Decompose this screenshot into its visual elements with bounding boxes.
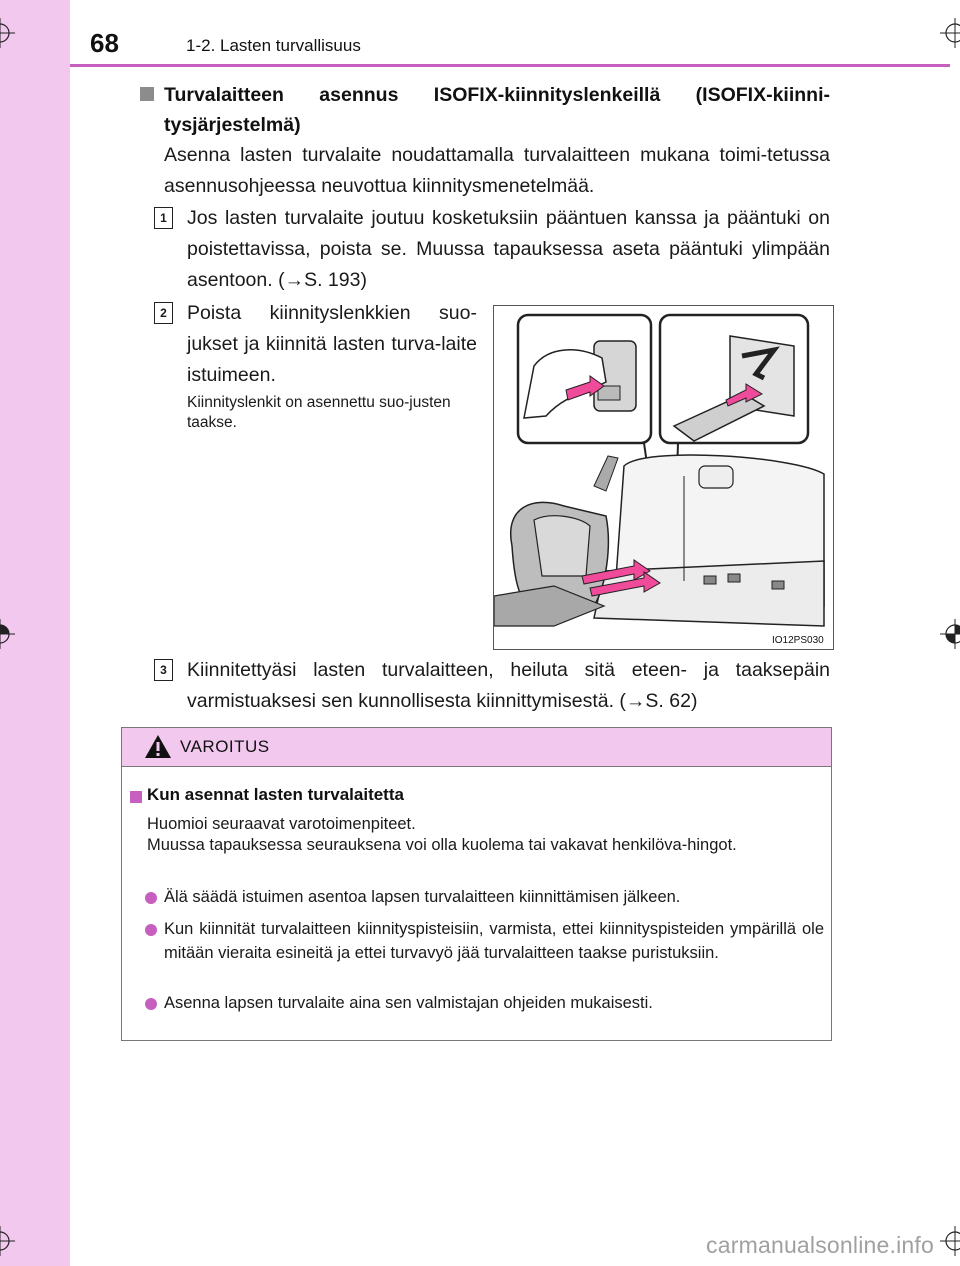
bullet-dot-icon xyxy=(145,998,157,1010)
warning-box xyxy=(121,727,832,1041)
step-number-badge: 3 xyxy=(154,659,173,681)
isofix-child-seat-illustration-icon xyxy=(494,306,833,649)
warning-intro: Huomioi seuraavat varotoimenpiteet. Muussa tapauksessa seurauksena voi olla kuolema tai vakavat henkilöva-hingot. xyxy=(147,815,737,854)
isofix-illustration xyxy=(493,305,834,650)
warning-bullet: Älä säädä istuimen asentoa lapsen turvalaitteen kiinnittämisen jälkeen. xyxy=(164,888,681,906)
warning-triangle-icon xyxy=(144,734,172,759)
warning-heading: Kun asennat lasten turvalaitetta xyxy=(147,785,404,804)
section-heading-text: Turvalaitteen asennus ISOFIX-kiinnityslenkeillä (ISOFIX-kiinni-tysjärjestelmä) xyxy=(164,84,830,136)
registration-mark-icon xyxy=(0,619,15,649)
page-number: 68 xyxy=(90,28,119,58)
registration-mark-icon xyxy=(0,1226,15,1256)
section-heading xyxy=(140,80,830,140)
warning-header xyxy=(122,728,831,767)
step-3-text: Kiinnitettyäsi lasten turvalaitteen, heiluta sitä eteen- ja taaksepäin varmistuaksesi sen kunnollisesta kiinnittymisestä. (→S. 62) xyxy=(187,659,830,712)
header-divider xyxy=(70,64,950,67)
warning-bullet: Asenna lapsen turvalaite aina sen valmistajan ohjeiden mukaisesti. xyxy=(164,994,653,1012)
step-2-text: Poista kiinnityslenkkien suo-jukset ja kiinnitä lasten turva-laite istuimeen. xyxy=(187,302,477,386)
section-title: 1-2. Lasten turvallisuus xyxy=(186,36,361,55)
site-watermark: carmanualsonline.info xyxy=(706,1232,934,1258)
section-intro: Asenna lasten turvalaite noudattamalla turvalaitteen mukana toimi-tetussa asennusohjeessa neuvottua kiinnitysmenetelmää. xyxy=(164,144,830,197)
square-bullet-icon xyxy=(140,87,154,101)
step-1-text: Jos lasten turvalaite joutuu kosketuksiin pääntuen kanssa ja pääntuki on poistettavissa, poista se. Muussa tapauksessa aseta pääntuki ylimpään asentoon. (→S. 193) xyxy=(187,207,830,291)
registration-mark-icon xyxy=(0,18,15,48)
bullet-dot-icon xyxy=(145,892,157,904)
step-number-badge: 2 xyxy=(154,302,173,324)
step-number-badge: 1 xyxy=(154,207,173,229)
bullet-dot-icon xyxy=(145,924,157,936)
registration-mark-icon xyxy=(940,18,960,48)
square-bullet-icon xyxy=(130,791,142,803)
registration-mark-icon xyxy=(940,1226,960,1256)
warning-title: VAROITUS xyxy=(180,737,270,756)
registration-mark-icon xyxy=(940,619,960,649)
illustration-code: IO12PS030 xyxy=(772,635,824,646)
warning-bullet: Kun kiinnität turvalaitteen kiinnityspisteisiin, varmista, ettei kiinnityspisteiden ympärillä ole mitään vieraita esineitä ja ettei turvavyö jää turvalaitteen taakse puristuksiin. xyxy=(164,920,824,962)
step-2-note: Kiinnityslenkit on asennettu suo-justen taakse. xyxy=(187,394,451,431)
